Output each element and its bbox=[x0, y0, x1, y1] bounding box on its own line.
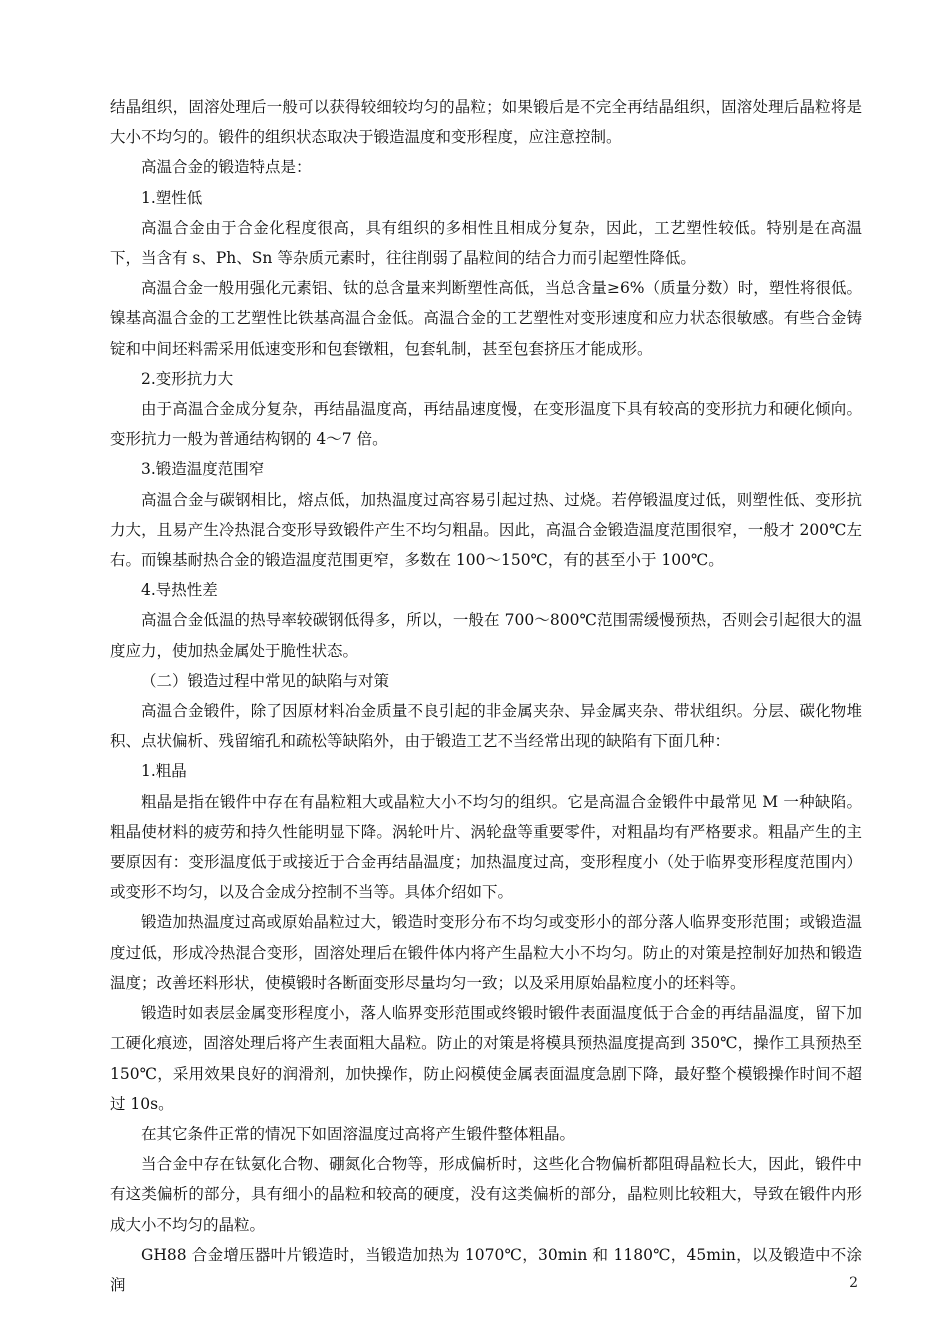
paragraph: 高温合金与碳钢相比，熔点低，加热温度过高容易引起过热、过烧。若停锻温度过低，则塑性低、变形抗力大，且易产生冷热混合变形导致锻件产生不均匀粗晶。因此，高温合金锻造温度范围很窄，一般才 200℃左右。而镍基耐热合金的锻造温度范围更窄，多数在 100～150℃，有的甚至小于 100℃。 bbox=[110, 490, 862, 570]
paragraph: 在其它条件正常的情况下如固溶温度过高将产生锻件整体粗晶。 bbox=[141, 1124, 576, 1143]
paragraph: 粗晶是指在锻件中存在有晶粒粗大或晶粒大小不均匀的组织。它是高温合金锻件中最常见 M 一种缺陷。粗晶使材料的疲劳和持久性能明显下降。涡轮叶片、涡轮盘等重要零件，对粗晶均有严格要求。粗晶产生的主要原因有：变形温度低于或接近于合金再结晶温度；加热温度过高，变形程度小（处于临界变形程度范围内）或变形不均匀，以及合金成分控制不当等。具体介绍如下。 bbox=[110, 792, 862, 902]
document-body bbox=[110, 92, 862, 1300]
paragraph: 高温合金锻件，除了因原材料冶金质量不良引起的非金属夹杂、异金属夹杂、带状组织。分层、碳化物堆积、点状偏析、残留缩孔和疏松等缺陷外，由于锻造工艺不当经常出现的缺陷有下面几种： bbox=[110, 702, 862, 751]
paragraph: 当合金中存在钛氨化合物、硼氮化合物等，形成偏析时，这些化合物偏析都阻碍晶粒长大，因此，锻件中有这类偏析的部分，具有细小的晶粒和较高的硬度，没有这类偏析的部分，晶粒则比较粗大，导致在锻件内形成大小不均匀的晶粒。 bbox=[110, 1155, 862, 1234]
section-heading: 3.锻造温度范围窄 bbox=[141, 460, 265, 479]
page-number: 2 bbox=[849, 1275, 858, 1291]
paragraph: 高温合金一般用强化元素铝、钛的总含量来判断塑性高低，当总含量≥6%（质量分数）时，塑性将很低。镍基高温合金的工艺塑性比铁基高温合金低。高温合金的工艺塑性对变形速度和应力状态很敏感。有些合金铸锭和中间坯料需采用低速变形和包套镦粗，包套轧制，甚至包套挤压才能成形。 bbox=[110, 279, 862, 358]
section-heading: 4.导热性差 bbox=[141, 581, 218, 600]
paragraph: 高温合金的锻造特点是： bbox=[141, 158, 312, 177]
section-heading: 2.变形抗力大 bbox=[141, 369, 234, 388]
paragraph: GH88 合金增压器叶片锻造时，当锻造加热为 1070℃，30min 和 1180℃，45min，以及锻造中不涂润 bbox=[110, 1245, 862, 1294]
section-heading: 1.粗晶 bbox=[141, 762, 187, 781]
paragraph: 锻造时如表层金属变形程度小，落人临界变形范围或终锻时锻件表面温度低于合金的再结晶温度，留下加工硬化痕迹，固溶处理后将产生表面粗大晶粒。防止的对策是将模具预热温度提高到 350℃，操作工具预热至 150℃，采用效果良好的润滑剂，加快操作，防止闷模使金属表面温度急剧下降，最好整个模锻操作时间不超过 10s。 bbox=[110, 1004, 862, 1113]
paragraph: 结晶组织，固溶处理后一般可以获得较细较均匀的晶粒；如果锻后是不完全再结晶组织，固溶处理后晶粒将是大小不均匀的。锻件的组织状态取决于锻造温度和变形程度，应注意控制。 bbox=[110, 98, 862, 147]
paragraph: 高温合金由于合金化程度很高，具有组织的多相性且相成分复杂，因此，工艺塑性较低。特别是在高温下，当含有 s、Ph、Sn 等杂质元素时，往往削弱了晶粒间的结合力而引起塑性降低。 bbox=[110, 218, 862, 268]
paragraph: 锻造加热温度过高或原始晶粒过大，锻造时变形分布不均匀或变形小的部分落人临界变形范围；或锻造温度过低，形成冷热混合变形，固溶处理后在锻件体内将产生晶粒大小不均匀。防止的对策是控制好加热和锻造温度；改善坯料形状，使模锻时各断面变形尽量均匀一致；以及采用原始晶粒度小的坯料等。 bbox=[110, 913, 862, 992]
section-heading: 1.塑性低 bbox=[141, 188, 203, 207]
paragraph: 高温合金低温的热导率较碳钢低得多，所以，一般在 700～800℃范围需缓慢预热，否则会引起很大的温度应力，使加热金属处于脆性状态。 bbox=[110, 611, 862, 660]
paragraph: 由于高温合金成分复杂，再结晶温度高，再结晶速度慢，在变形温度下具有较高的变形抗力和硬化倾向。变形抗力一般为普通结构钢的 4～7 倍。 bbox=[110, 400, 862, 449]
section-heading: （二）锻造过程中常见的缺陷与对策 bbox=[141, 671, 390, 690]
